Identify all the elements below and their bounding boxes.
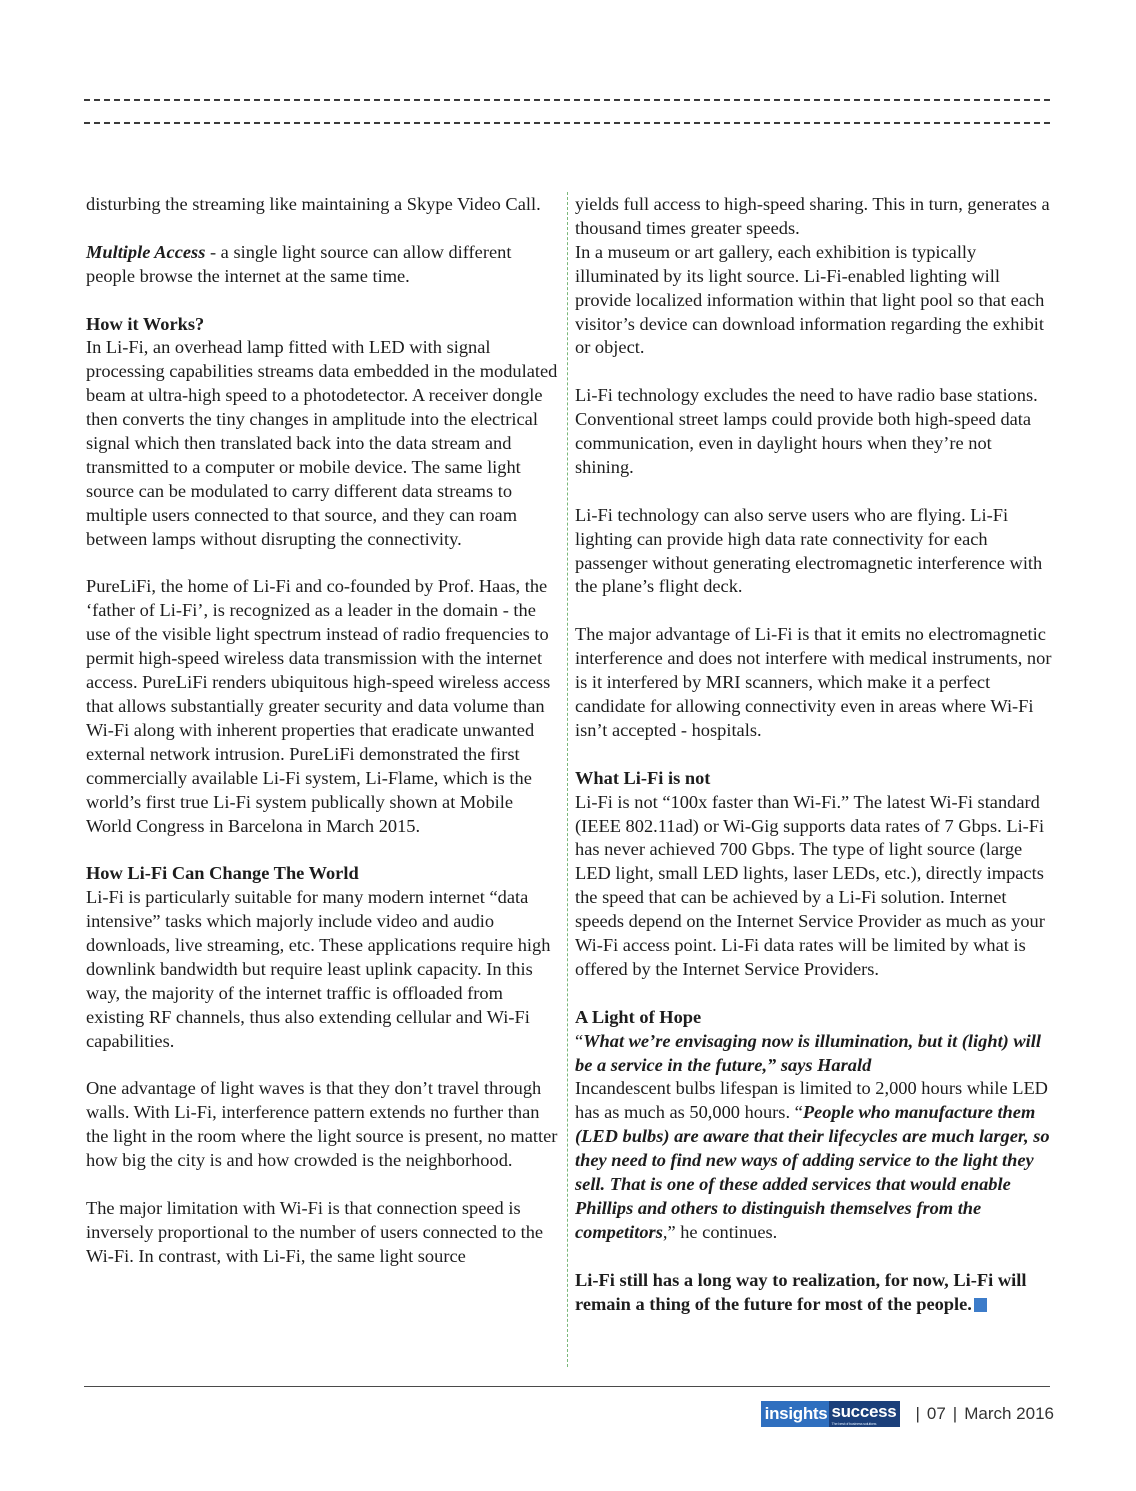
paragraph-major-advantage: The major advantage of Li-Fi is that it emits no electromagnetic interference and does not interfere with medical instruments, nor is it interfered by MRI scanners, which make it a perfect candidate for allowing connectivity even in areas where Wi-Fi isn’t accepted - hospitals. xyxy=(575,624,1052,740)
lifespan-continues: ,” he continues. xyxy=(662,1221,778,1242)
paragraph-full-access: yields full access to high-speed sharing. This in turn, generates a thousand times greater speeds. xyxy=(575,194,1050,238)
multiple-access-lead: Multiple Access xyxy=(86,241,206,262)
paragraph-data-intensive: Li-Fi is particularly suitable for many modern internet “data intensive” tasks which majorly include video and audio downloads, live streaming, etc. These applications require high downlink bandwidth but require least uplink capacity. In this way, the majority of the internet traffic is offloaded from existing RF channels, thus also extending cellular and Wi-Fi capabilities. xyxy=(86,887,551,1051)
paragraph-skype-continuation: disturbing the streaming like maintaining a Skype Video Call. xyxy=(86,194,541,214)
heading-light-of-hope: A Light of Hope xyxy=(575,1006,702,1027)
insights-success-logo xyxy=(761,1401,901,1427)
paragraph-light-waves: One advantage of light waves is that they don’t travel through walls. With Li-Fi, interference pattern extends no further than the light in the room where the light source is present, no matter how big the city is and how crowded is the neighborhood. xyxy=(86,1078,558,1171)
logo-success-text: success xyxy=(831,1402,897,1421)
paragraph-led-lifespan xyxy=(575,1077,1053,1244)
paragraph-flying: Li-Fi technology can also serve users who are flying. Li-Fi lighting can provide high data rate connectivity for each passenger without generating electromagnetic interference with the plane’s flight deck. xyxy=(575,504,1043,597)
logo-insights: insights xyxy=(761,1401,830,1427)
heading-what-lifi-is-not: What Li-Fi is not xyxy=(575,767,711,788)
left-column xyxy=(86,193,560,1269)
paragraph-closing xyxy=(575,1269,1053,1317)
lifespan-text: Incandescent bulbs lifespan is limited to 2,000 hours while LED has as much as 50,000 hours. “ xyxy=(575,1078,1048,1123)
footer-separator-second: | xyxy=(952,1404,958,1423)
heading-how-it-works: How it Works? xyxy=(86,313,205,334)
page-footer xyxy=(761,1401,1054,1427)
paragraph-purelifi: PureLiFi, the home of Li-Fi and co-founded by Prof. Haas, the ‘father of Li-Fi’, is recognized as a leader in the domain - the use of the visible light spectrum instead of radio frequencies to permit high-speed wireless data transmission with the internet access. PureLiFi renders ubiquitous high-speed wireless access that allows substantially greater security and data volume than Wi-Fi along with inherent properties that eradicate unwanted external network intrusion. PureLiFi demonstrated the first commercially available Li-Fi system, Li-Flame, which is the world’s first true Li-Fi system publically shown at Mobile World Congress in Barcelona in March 2015. xyxy=(86,576,551,836)
paragraph-not-faster: Li-Fi is not “100x faster than Wi-Fi.” The latest Wi-Fi standard (IEEE 802.11ad) or Wi-Gig supports data rates of 7 Gbps. Li-Fi has never achieved 700 Gbps. The type of light source (large LED light, small LED lights, laser LEDs, etc.), directly impacts the speed that can be achieved by a Li-Fi solution. Internet speeds depend on the Internet Service Provider as much as your Wi-Fi access point. Li-Fi data rates will be limited by what is offered by the Internet Service Providers. xyxy=(575,791,1045,979)
logo-tagline: The best of business solutions xyxy=(831,1421,877,1426)
multiple-access-text: - a single light source can allow different people browse the internet at the same time. xyxy=(86,241,512,286)
closing-text: Li-Fi still has a long way to realization, for now, Li-Fi will remain a thing of the future for most of the people. xyxy=(575,1269,1027,1314)
footer-rule xyxy=(84,1386,1050,1387)
quote-open-mark: “ xyxy=(575,1030,584,1051)
footer-separator: | xyxy=(915,1404,920,1423)
paragraph-wifi-limitation: The major limitation with Wi-Fi is that connection speed is inversely proportional to the number of users connected to the Wi-Fi. In contrast, with Li-Fi, the same light source xyxy=(86,1197,544,1266)
column-divider xyxy=(567,192,568,1367)
logo-success xyxy=(829,1401,900,1427)
lifespan-quote: People who manufacture them (LED bulbs) are aware that their lifecycles are much larger, so they need to find new ways of adding service to the light they sell. That is one of these added services that would enable Phillips and others to distinguish themselves from the competitors xyxy=(575,1102,1050,1242)
heading-change-the-world: How Li-Fi Can Change The World xyxy=(86,863,359,884)
top-dashed-rule-second xyxy=(84,122,1050,124)
right-column xyxy=(575,193,1053,1317)
quote-harald xyxy=(575,1030,1053,1078)
paragraph-base-stations: Li-Fi technology excludes the need to have radio base stations. Conventional street lamps could provide both high-speed data communication, even in daylight hours when they’re not shining. xyxy=(575,385,1038,477)
page-number: 07 xyxy=(926,1404,946,1423)
paragraph-how-it-works: In Li-Fi, an overhead lamp fitted with LED with signal processing capabilities streams data embedded in the modulated beam at ultra-high speed to a photodetector. A receiver dongle then converts the tiny changes in amplitude into the electrical signal which then translated back into the data stream and transmitted to a computer or mobile device. The same light source can be modulated to carry different data streams to multiple users connected to that source, and they can roam between lamps without disrupting the connectivity. xyxy=(86,337,558,549)
end-of-article-icon xyxy=(974,1298,987,1312)
issue-date: March 2016 xyxy=(964,1404,1054,1423)
top-dashed-rule xyxy=(84,99,1050,101)
paragraph-museum: In a museum or art gallery, each exhibition is typically illuminated by its light source. Li-Fi-enabled lighting will provide localized information within that light pool so that each visitor’s device can download information regarding the exhibit or object. xyxy=(575,241,1045,358)
quote-harald-text: What we’re envisaging now is illumination, but it (light) will be a service in the future,” says Harald xyxy=(575,1030,1041,1075)
paragraph-multiple-access xyxy=(86,241,560,289)
